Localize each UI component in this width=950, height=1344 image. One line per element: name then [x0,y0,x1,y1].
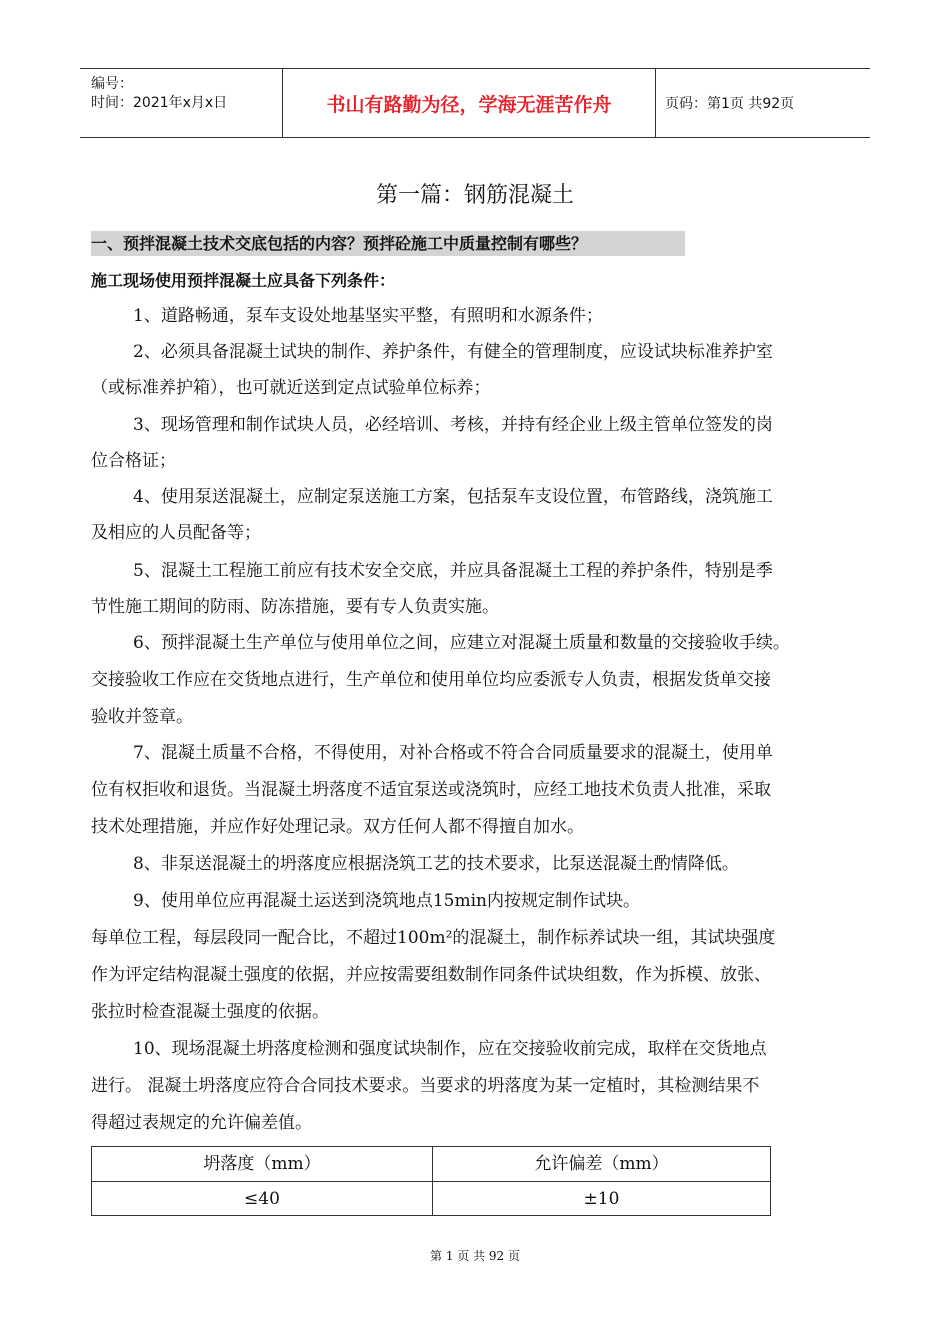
page-footer: 第 1 页 共 92 页 [430,1249,520,1263]
body-line: 6、预拌混凝土生产单位与使用单位之间，应建立对混凝土质量和数量的交接验收手续。 [133,633,790,653]
body-line: 1、道路畅通，泵车支设处地基坚实平整，有照明和水源条件； [133,306,603,326]
body-line: 位有权拒收和退货。当混凝土坍落度不适宜泵送或浇筑时，应经工地技术负责人批准，采取 [91,780,771,800]
table-header-row [92,1147,770,1182]
body-line: 交接验收工作应在交货地点进行，生产单位和使用单位均应委派专人负责，根据发货单交接 [91,670,771,690]
body-line: 作为评定结构混凝土强度的依据，并应按需要组数制作同条件试块组数，作为拆模、放张、 [91,965,771,985]
body-line: 进行。 混凝土坍落度应符合合同技术要求。当要求的坍落度为某一定植时，其检测结果不 [91,1076,760,1096]
table-header-cell: 允许偏差（mm） [534,1154,669,1174]
body-line: 10、现场混凝土坍落度检测和强度试块制作，应在交接验收前完成，取样在交货地点 [133,1039,767,1059]
document-number-label: 编号： [91,76,133,92]
body-line: 7、混凝土质量不合格，不得使用，对补合格或不符合合同质量要求的混凝土，使用单 [133,743,773,763]
table-row [92,1182,770,1216]
body-line: 4、使用泵送混凝土，应制定泵送施工方案，包括泵车支设位置，布管路线，浇筑施工 [133,487,773,507]
header-left-cell [80,69,282,137]
document-header-table [80,68,870,138]
body-line: 技术处理措施，并应作好处理记录。双方任何人都不得擅自加水。 [91,817,584,837]
body-line: 每单位工程，每层段同一配合比，不超过100m²的混凝土，制作标养试块一组，其试块强度 [91,928,776,948]
body-line: 张拉时检查混凝土强度的依据。 [91,1002,329,1022]
body-line: 5、混凝土工程施工前应有技术安全交底，并应具备混凝土工程的养护条件，特别是季 [133,561,773,581]
document-time-label: 时间：2021年x月x日 [91,95,228,111]
body-line: （或标准养护箱），也可就近送到定点试验单位标养； [91,378,491,398]
slump-tolerance-table [91,1146,771,1216]
body-line: 节性施工期间的防雨、防冻措施，要有专人负责实施。 [91,597,499,617]
body-line: 验收并签章。 [91,707,193,727]
body-line: 及相应的人员配备等； [91,523,261,543]
section-heading: 一、预拌混凝土技术交底包括的内容？预拌砼施工中质量控制有哪些？ [91,231,685,256]
body-line: 8、非泵送混凝土的坍落度应根据浇筑工艺的技术要求，比泵送混凝土酌情降低。 [133,854,739,874]
header-page-info: 页码：第1页 共92页 [665,96,795,112]
table-header-cell: 坍落度（mm） [92,1147,433,1181]
table-cell: ±10 [583,1189,620,1209]
sub-heading: 施工现场使用预拌混凝土应具备下列条件： [91,271,396,290]
body-line: 位合格证； [91,451,176,471]
table-cell: ≤40 [92,1182,433,1216]
document-title: 第一篇：钢筋混凝土 [375,183,574,208]
header-motto: 书山有路勤为径，学海无涯苦作舟 [282,69,656,137]
body-line: 9、使用单位应再混凝土运送到浇筑地点15min内按规定制作试块。 [133,891,640,911]
body-line: 得超过表规定的允许偏差值。 [91,1113,312,1133]
body-line: 2、必须具备混凝土试块的制作、养护条件，有健全的管理制度，应设试块标准养护室 [133,342,773,362]
body-line: 3、现场管理和制作试块人员，必经培训、考核，并持有经企业上级主管单位签发的岗 [133,415,773,435]
